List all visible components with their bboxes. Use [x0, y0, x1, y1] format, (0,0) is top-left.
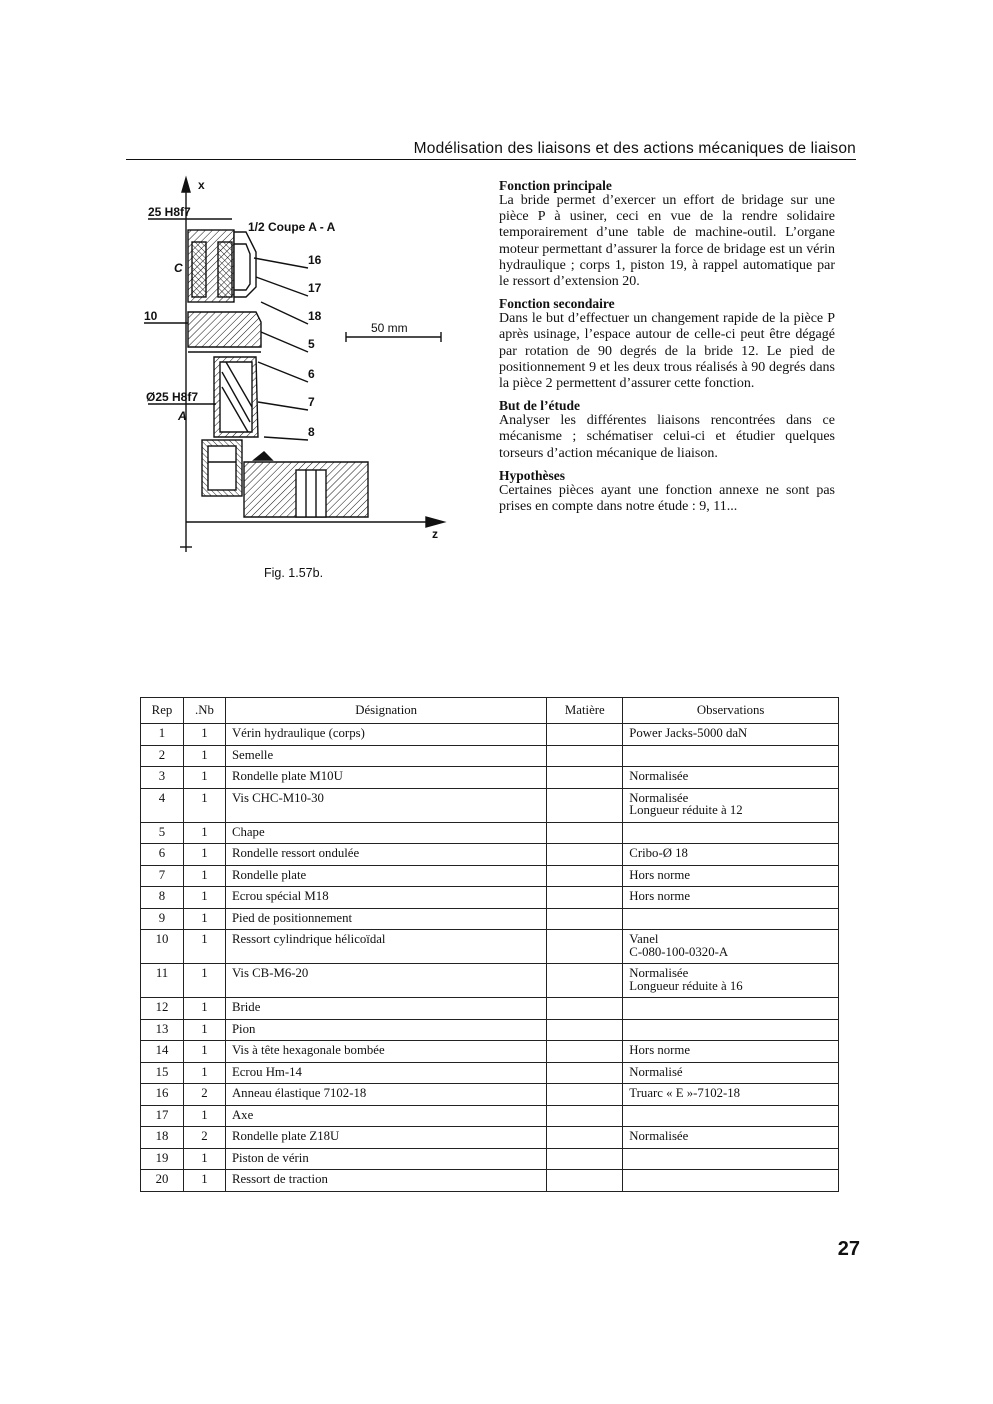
cell-nb-text: 1 — [201, 1000, 208, 1014]
cell-nb — [183, 998, 225, 1020]
cell-matiere — [547, 822, 623, 844]
middle-block — [188, 312, 261, 347]
cell-designation — [225, 1148, 546, 1170]
cell-matiere — [547, 724, 623, 746]
cell-designation-text: Bride — [231, 1000, 261, 1014]
cell-designation — [225, 1127, 546, 1149]
cell-matiere — [547, 908, 623, 930]
cell-nb — [183, 844, 225, 866]
cell-nb — [183, 964, 225, 998]
cell-nb-text: 1 — [201, 769, 208, 783]
cell-observations — [623, 964, 839, 998]
cell-designation — [225, 1170, 546, 1192]
cell-designation-text: Ecrou spécial M18 — [231, 889, 329, 903]
cell-observations — [623, 930, 839, 964]
drawing-svg — [136, 172, 476, 592]
cell-rep-text: 12 — [155, 1000, 169, 1014]
cell-nb-text: 1 — [201, 889, 208, 903]
cell-nb — [183, 788, 225, 822]
cell-designation-text: Ressort cylindrique hélicoïdal — [231, 932, 386, 946]
cell-observations — [623, 1170, 839, 1192]
table-row — [141, 745, 839, 767]
cell-rep — [141, 1084, 184, 1106]
cell-designation — [225, 964, 546, 998]
cell-observations — [623, 865, 839, 887]
cell-rep — [141, 865, 184, 887]
cell-designation-text: Vérin hydraulique (corps) — [231, 726, 365, 740]
cell-rep — [141, 767, 184, 789]
cell-designation-text: Axe — [231, 1107, 254, 1122]
cell-designation — [225, 1019, 546, 1041]
running-header: Modélisation des liaisons et des actions mécaniques de liaison — [413, 140, 856, 157]
cell-nb-text: 1 — [201, 726, 208, 740]
cell-observations — [623, 724, 839, 746]
technical-drawing — [136, 172, 476, 592]
cell-observations-line2: C-080-100-0320-A — [629, 944, 729, 959]
cell-rep-text: 18 — [155, 1129, 169, 1143]
cell-designation-text: Piston de vérin — [231, 1150, 309, 1165]
cell-matiere — [547, 1148, 623, 1170]
rep-5-label: 5 — [308, 337, 315, 351]
cell-designation — [225, 998, 546, 1020]
cell-rep-text: 14 — [155, 1043, 169, 1057]
cell-observations — [623, 887, 839, 909]
cell-designation — [225, 887, 546, 909]
label-a: A — [178, 409, 187, 423]
cell-observations-line2: Longueur réduite à 12 — [629, 803, 743, 817]
table-row — [141, 998, 839, 1020]
cell-nb-text: 1 — [201, 910, 208, 925]
cell-observations-text: Normalisé — [629, 1064, 683, 1079]
cell-designation — [225, 1062, 546, 1084]
rep-17-label: 17 — [308, 281, 322, 295]
cell-nb — [183, 865, 225, 887]
cell-designation — [225, 908, 546, 930]
cell-rep-text: 15 — [155, 1064, 169, 1079]
cell-observations-text: Normalisée — [629, 769, 689, 783]
section-title-principale: Fonction principale — [499, 178, 612, 193]
cell-designation — [225, 844, 546, 866]
rep-7-label: 7 — [308, 395, 315, 409]
cell-observations-text: Hors norme — [629, 1043, 691, 1057]
cell-designation-text: Ressort de traction — [231, 1172, 328, 1186]
cell-observations — [623, 844, 839, 866]
cell-observations-text: Normalisée — [629, 790, 689, 805]
cell-nb — [183, 1105, 225, 1127]
cell-designation-text: Vis CB-M6-20 — [231, 966, 309, 980]
cell-designation-text: Rondelle plate — [231, 867, 307, 882]
table-row — [141, 1170, 839, 1192]
cell-designation-text: Rondelle plate M10U — [231, 769, 343, 783]
section-title-secondaire: Fonction secondaire — [499, 296, 615, 312]
cell-observations — [623, 1084, 839, 1106]
cell-observations — [623, 1127, 839, 1149]
cell-matiere — [547, 1041, 623, 1063]
cell-rep-text: 16 — [155, 1086, 169, 1100]
header-rule — [126, 159, 856, 160]
cell-nb — [183, 1041, 225, 1063]
cell-rep-text: 11 — [155, 966, 169, 980]
cell-matiere — [547, 1062, 623, 1084]
cell-rep — [141, 844, 184, 866]
cell-rep — [141, 1170, 184, 1192]
cell-designation-text: Pied de positionnement — [231, 910, 353, 925]
cell-rep-text: 8 — [158, 889, 166, 903]
cell-rep-text: 6 — [158, 846, 166, 860]
cell-matiere — [547, 1127, 623, 1149]
section-body-but: Analyser les différentes liaisons rencontrées dans ce mécanisme ; schématiser celui-ci et étudier quelques torseurs d’action mécanique de liaison. — [499, 413, 835, 461]
cell-nb-text: 1 — [201, 1043, 208, 1057]
section-title-but: But de l’étude — [499, 398, 580, 414]
cell-rep-text: 1 — [158, 726, 166, 740]
cell-observations-text: Truarc « E »-7102-18 — [629, 1086, 741, 1100]
cell-designation-text: Rondelle plate Z18U — [231, 1129, 340, 1143]
cell-nb-text: 1 — [201, 1021, 208, 1036]
cell-rep-text: 17 — [155, 1107, 169, 1122]
axis-x-arrow — [182, 178, 190, 192]
col-header-observations: Observations — [623, 698, 839, 724]
cell-rep — [141, 745, 184, 767]
figure-caption: Fig. 1.57b. — [264, 566, 324, 580]
section-title-hypotheses: Hypothèses — [499, 467, 566, 483]
table-row — [141, 865, 839, 887]
cell-designation-text: Pion — [231, 1021, 256, 1036]
cell-rep-text: 19 — [155, 1150, 169, 1165]
cell-observations-text: Cribo-Ø 18 — [629, 846, 688, 860]
table-row — [141, 887, 839, 909]
cell-designation — [225, 930, 546, 964]
cell-nb-text: 1 — [201, 790, 208, 805]
cell-nb — [183, 1019, 225, 1041]
cell-rep — [141, 1148, 184, 1170]
cell-designation-text: Anneau élastique 7102-18 — [231, 1086, 367, 1100]
cell-designation — [225, 1084, 546, 1106]
cell-rep — [141, 908, 184, 930]
table-row — [141, 788, 839, 822]
scale-label: 50 mm — [371, 321, 408, 335]
cell-observations — [623, 1041, 839, 1063]
cell-nb-text: 2 — [201, 1086, 208, 1100]
cell-nb-text: 1 — [201, 867, 208, 882]
text-column — [499, 178, 835, 521]
cell-observations-text: Normalisée — [629, 966, 689, 980]
axis-z-label: z — [432, 527, 438, 541]
page-number: 27 — [837, 1238, 860, 1260]
table-row — [141, 822, 839, 844]
cell-rep — [141, 1062, 184, 1084]
cell-nb-text: 1 — [201, 1107, 208, 1122]
cell-nb — [183, 887, 225, 909]
cell-designation — [225, 788, 546, 822]
cell-designation-text: Vis à tête hexagonale bombée — [231, 1043, 385, 1057]
cell-observations-text: Hors norme — [629, 867, 691, 882]
cell-observations-text: Hors norme — [629, 889, 691, 903]
cell-designation — [225, 865, 546, 887]
cell-designation — [225, 745, 546, 767]
cell-nb — [183, 822, 225, 844]
cell-rep-text: 5 — [158, 824, 166, 839]
table-row — [141, 1019, 839, 1041]
cell-rep-text: 10 — [155, 932, 169, 946]
table-row — [141, 1105, 839, 1127]
table-row — [141, 1148, 839, 1170]
cell-matiere — [547, 1105, 623, 1127]
rep-16-label: 16 — [308, 253, 322, 267]
cell-nb — [183, 1084, 225, 1106]
cell-designation-text: Rondelle ressort ondulée — [231, 846, 360, 860]
cell-observations — [623, 767, 839, 789]
cell-designation-text: Chape — [231, 824, 265, 839]
cell-designation — [225, 724, 546, 746]
table-row — [141, 908, 839, 930]
rep-8-label: 8 — [308, 425, 315, 439]
cell-observations — [623, 908, 839, 930]
col-header-rep: Rep — [141, 698, 184, 724]
rep-10-label: 10 — [144, 309, 158, 323]
cell-matiere — [547, 887, 623, 909]
cell-rep — [141, 964, 184, 998]
table-row — [141, 844, 839, 866]
table-row — [141, 724, 839, 746]
cell-rep — [141, 788, 184, 822]
cell-matiere — [547, 998, 623, 1020]
cell-rep — [141, 822, 184, 844]
cell-observations — [623, 1062, 839, 1084]
cell-nb-text: 1 — [201, 1172, 208, 1186]
table-row — [141, 964, 839, 998]
cell-observations — [623, 1105, 839, 1127]
cell-rep-text: 13 — [155, 1021, 169, 1036]
table-row — [141, 1041, 839, 1063]
cell-matiere — [547, 1019, 623, 1041]
cell-nb — [183, 1170, 225, 1192]
cell-nb — [183, 1148, 225, 1170]
cell-rep — [141, 998, 184, 1020]
cell-rep — [141, 1041, 184, 1063]
label-c: C — [174, 261, 183, 275]
cell-matiere — [547, 1084, 623, 1106]
cell-nb-text: 1 — [201, 966, 208, 980]
table-row — [141, 767, 839, 789]
table-row — [141, 930, 839, 964]
cell-designation — [225, 1041, 546, 1063]
cell-observations-text: Normalisée — [629, 1129, 689, 1143]
cell-matiere — [547, 745, 623, 767]
cell-rep-text: 4 — [158, 790, 166, 805]
cell-matiere — [547, 865, 623, 887]
cell-observations — [623, 822, 839, 844]
cell-observations — [623, 788, 839, 822]
cell-nb-text: 1 — [201, 747, 208, 762]
table-row — [141, 1084, 839, 1106]
rep-6-label: 6 — [308, 367, 315, 381]
table-header-row — [141, 698, 839, 724]
cell-nb-text: 1 — [201, 1150, 208, 1165]
cell-matiere — [547, 788, 623, 822]
cell-nb-text: 2 — [201, 1129, 208, 1143]
cell-nb — [183, 1127, 225, 1149]
cell-matiere — [547, 844, 623, 866]
parts-table — [140, 697, 839, 1192]
cell-observations — [623, 1019, 839, 1041]
cell-nb-text: 1 — [201, 846, 208, 860]
cell-nb — [183, 745, 225, 767]
section-body-secondaire: Dans le but d’effectuer un changement rapide de la pièce P après usinage, l’espace autour de celle-ci peut être dégagé par rotation de 90 degrés de la bride 12. Le pied de positionnement 9 et les deux trous réalisés à 90 degrés dans la pièce 2 permettent d’assurer cette fonction. — [499, 311, 835, 392]
axis-z-arrow — [426, 517, 444, 527]
table-body — [141, 724, 839, 1192]
section-body-principale: La bride permet d’exercer un effort de bridage sur une pièce P à usiner, ceci en vue de la rendre solidaire temporairement d’une table de machine-outil. L’organe moteur permettant d’assurer la force de bridage est un vérin hydraulique ; corps 1, piston 19, à rappel automatique par le ressort d’extension 20. — [499, 193, 835, 290]
cell-rep — [141, 1105, 184, 1127]
rep-18-label: 18 — [308, 309, 322, 323]
fit-bottom-label: Ø25 H8f7 — [146, 390, 199, 404]
cell-designation-text: Vis CHC-M10-30 — [231, 790, 324, 805]
col-header-matiere: Matière — [547, 698, 623, 724]
cell-nb — [183, 908, 225, 930]
cell-observations-text: Power Jacks-5000 daN — [629, 726, 748, 740]
col-header-nb: .Nb — [183, 698, 225, 724]
col-header-designation: Désignation — [225, 698, 546, 724]
cell-rep-text: 9 — [158, 910, 166, 925]
cell-observations-text: Vanel — [629, 932, 659, 946]
cell-designation — [225, 822, 546, 844]
cell-nb — [183, 930, 225, 964]
cell-matiere — [547, 930, 623, 964]
cell-observations — [623, 998, 839, 1020]
cell-designation — [225, 1105, 546, 1127]
cell-designation-text: Ecrou Hm-14 — [231, 1064, 302, 1079]
cell-designation — [225, 767, 546, 789]
cell-nb-text: 1 — [201, 824, 208, 839]
fit-top-label: 25 H8f7 — [148, 205, 191, 219]
cell-matiere — [547, 964, 623, 998]
cell-rep-text: 20 — [155, 1172, 169, 1186]
cell-rep-text: 3 — [158, 769, 166, 783]
table-row — [141, 1127, 839, 1149]
cell-observations — [623, 1148, 839, 1170]
cell-rep-text: 7 — [158, 867, 166, 882]
cell-nb — [183, 767, 225, 789]
cell-matiere — [547, 767, 623, 789]
cell-rep — [141, 1019, 184, 1041]
cell-observations — [623, 745, 839, 767]
cell-nb-text: 1 — [201, 1064, 208, 1079]
cell-observations-line2: Longueur réduite à 16 — [629, 978, 743, 993]
section-body-hypotheses: Certaines pièces ayant une fonction annexe ne sont pas prises en compte dans notre étude : 9, 11... — [499, 482, 835, 515]
cell-designation-text: Semelle — [231, 747, 274, 762]
cell-nb — [183, 1062, 225, 1084]
cell-rep — [141, 1127, 184, 1149]
cell-rep — [141, 724, 184, 746]
cell-nb — [183, 724, 225, 746]
cell-rep — [141, 930, 184, 964]
cell-matiere — [547, 1170, 623, 1192]
table-row — [141, 1062, 839, 1084]
cell-nb-text: 1 — [201, 932, 208, 946]
cell-rep — [141, 887, 184, 909]
cell-rep-text: 2 — [158, 747, 166, 762]
axis-x-label: x — [198, 178, 205, 192]
section-label: 1/2 Coupe A - A — [248, 220, 336, 234]
